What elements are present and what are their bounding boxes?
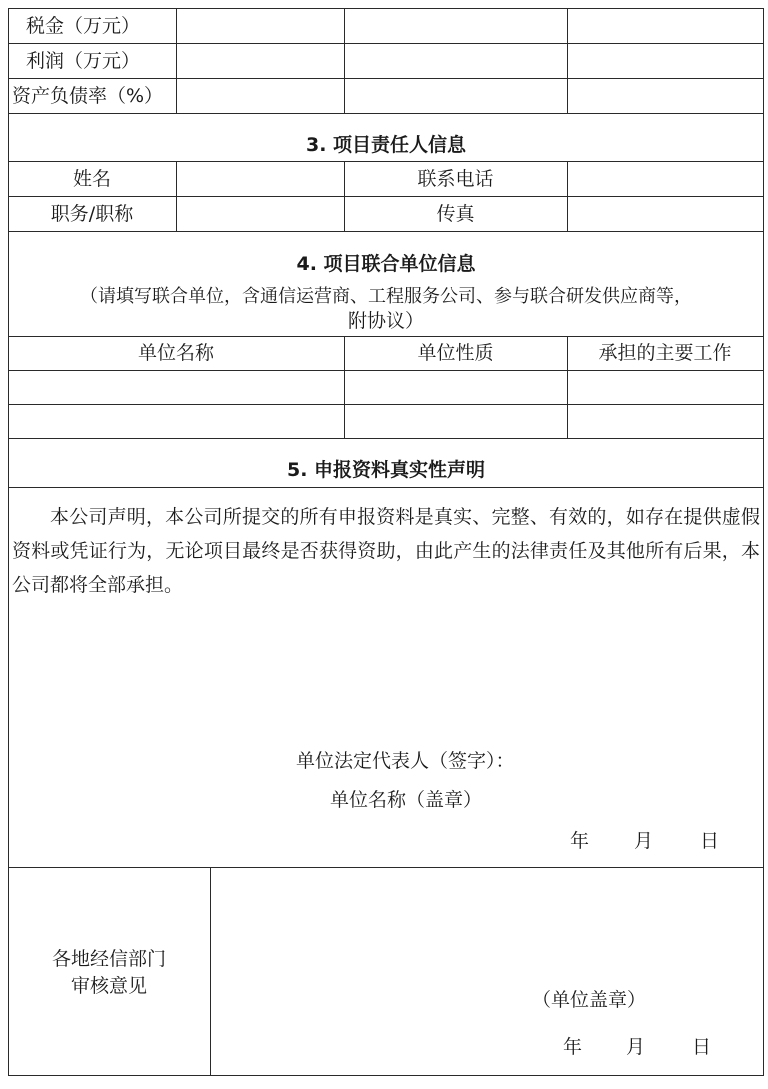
rule: [8, 78, 764, 79]
rule: [8, 43, 764, 44]
declaration-statement: 本公司声明，本公司所提交的所有申报资料是真实、完整、有效的，如存在提供虚假资料或凭证行为，无论项目最终是否获得资助，由此产生的法律责任及其他所有后果，本公司都将全部承担。: [12, 506, 760, 596]
rule: [8, 487, 764, 488]
review-label-2: 审核意见: [70, 975, 147, 997]
rule: [567, 8, 568, 113]
section4-title: 4. 项目联合单位信息: [296, 253, 476, 275]
review-month: 月: [626, 1036, 646, 1058]
date-day: 日: [700, 830, 720, 852]
unit-seal: 单位名称（盖章）: [330, 789, 483, 811]
col-unit-nature: 单位性质: [417, 342, 494, 364]
fax-label: 传真: [436, 203, 475, 225]
date-month: 月: [634, 830, 654, 852]
rule: [176, 8, 177, 113]
name-label: 姓名: [72, 168, 111, 190]
section4-note-end: 附协议）: [347, 310, 424, 332]
rule: [8, 336, 764, 337]
rule: [8, 1075, 764, 1076]
rule: [8, 231, 764, 232]
rule: [210, 867, 211, 1075]
rule: [8, 113, 764, 114]
rule: [763, 8, 764, 1076]
review-seal: （单位盖章）: [532, 989, 647, 1011]
profit-label: 利润（万元）: [26, 50, 141, 72]
debt-ratio-label: 资产负债率（%）: [12, 85, 164, 107]
tax-label: 税金（万元）: [26, 15, 141, 37]
review-year: 年: [563, 1036, 583, 1058]
review-day: 日: [692, 1036, 712, 1058]
rule: [8, 196, 764, 197]
rule: [8, 867, 764, 868]
section4-note: （请填写联合单位，含通信运营商、工程服务公司、参与联合研发供应商等，: [80, 286, 692, 307]
phone-label: 联系电话: [417, 168, 494, 190]
review-label: 各地经信部门: [51, 948, 166, 970]
col-main-work: 承担的主要工作: [598, 342, 732, 364]
rule: [8, 404, 764, 405]
legal-rep-signature: 单位法定代表人（签字）：: [296, 750, 515, 772]
section3-title: 3. 项目责任人信息: [305, 134, 467, 156]
section5-title: 5. 申报资料真实性声明: [286, 459, 486, 481]
col-unit-name: 单位名称: [137, 342, 214, 364]
rule: [8, 438, 764, 439]
rule: [567, 161, 568, 231]
position-label: 职务/职称: [50, 203, 134, 225]
rule: [176, 161, 177, 231]
rule: [8, 161, 764, 162]
date-year: 年: [570, 830, 590, 852]
rule: [344, 8, 345, 113]
rule: [8, 8, 764, 9]
rule: [8, 370, 764, 371]
